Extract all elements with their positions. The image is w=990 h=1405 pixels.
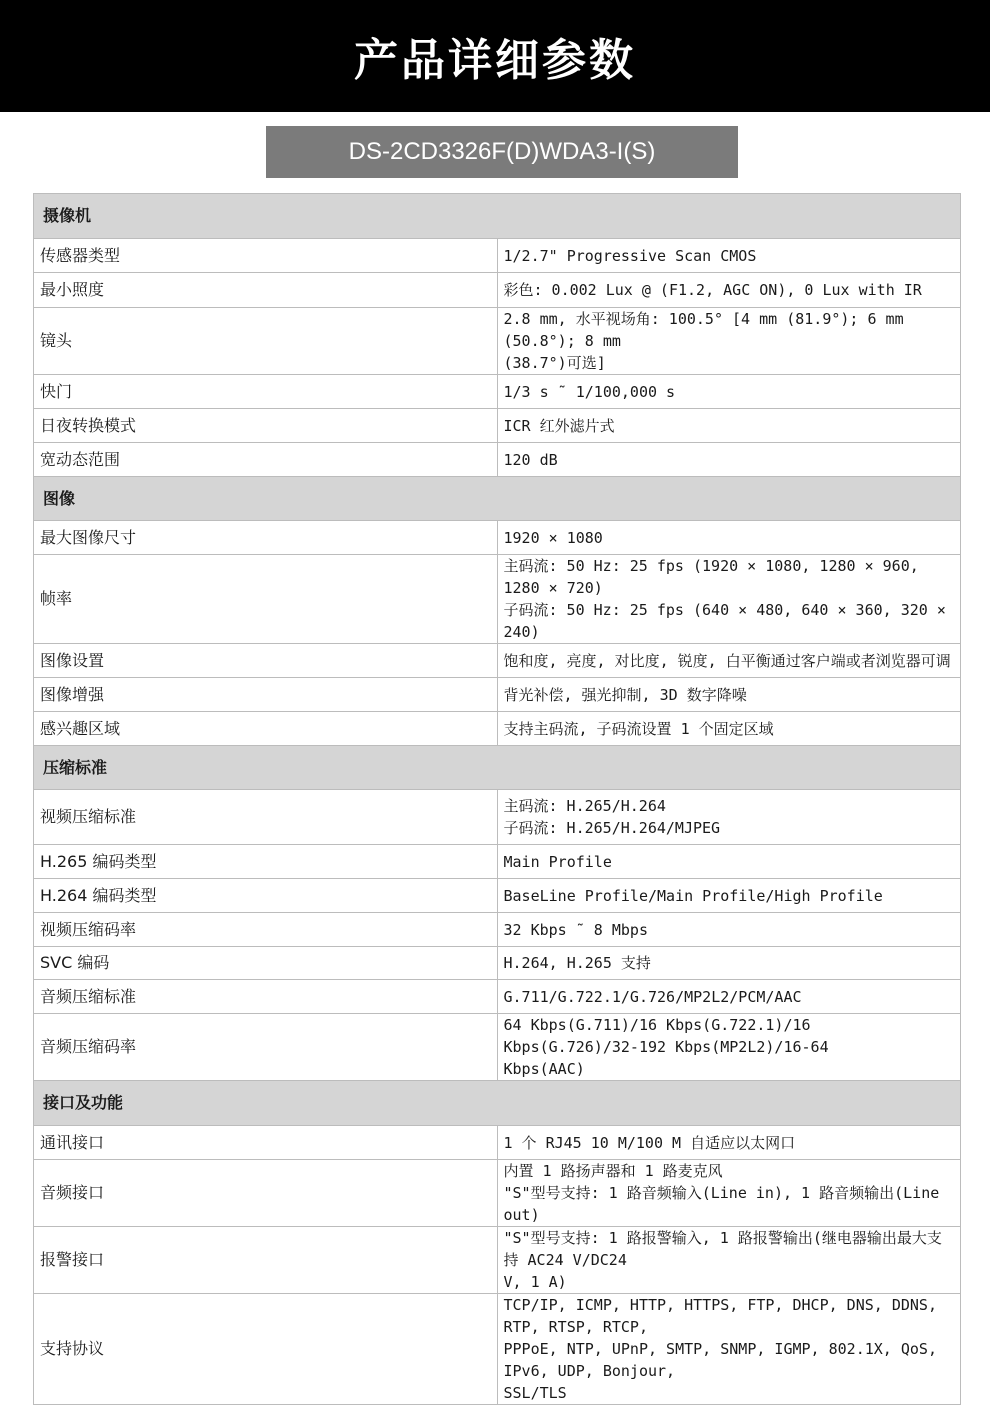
spec-label: 最大图像尺寸 — [34, 521, 498, 555]
spec-label: 图像增强 — [34, 678, 498, 712]
table-row — [34, 845, 961, 879]
spec-value — [497, 1227, 961, 1294]
spec-value — [497, 790, 961, 845]
spec-label: 音频压缩标准 — [34, 980, 498, 1014]
section-title: 压缩标准 — [34, 746, 961, 790]
table-row — [34, 1227, 961, 1294]
spec-value: ICR 红外滤片式 — [497, 409, 961, 443]
spec-label: 图像设置 — [34, 644, 498, 678]
table-row — [34, 1126, 961, 1160]
spec-value-line: V, 1 A) — [503, 1273, 567, 1291]
spec-value — [497, 555, 961, 644]
spec-label: H.264 编码类型 — [34, 879, 498, 913]
model-label — [266, 126, 738, 178]
spec-label: SVC 编码 — [34, 947, 498, 980]
section-header-image — [34, 477, 961, 521]
spec-value-line: 2.8 mm, 水平视场角: 100.5° [4 mm (81.9°); 6 mm (50.8°); 8 mm — [503, 310, 904, 350]
spec-value: 32 Kbps ˜ 8 Mbps — [497, 913, 961, 947]
table-row — [34, 790, 961, 845]
table-row — [34, 273, 961, 308]
spec-value-line: SSL/TLS — [503, 1384, 567, 1402]
section-header-interface — [34, 1081, 961, 1126]
table-row — [34, 678, 961, 712]
section-title: 图像 — [34, 477, 961, 521]
table-row — [34, 1294, 961, 1405]
spec-value: BaseLine Profile/Main Profile/High Profile — [497, 879, 961, 913]
table-row — [34, 980, 961, 1014]
spec-value-line: "S"型号支持: 1 路音频输入(Line in), 1 路音频输出(Line out) — [503, 1184, 940, 1224]
table-row — [34, 409, 961, 443]
spec-label: 视频压缩码率 — [34, 913, 498, 947]
section-title: 接口及功能 — [34, 1081, 961, 1126]
spec-value-line: (38.7°)可选] — [503, 354, 606, 372]
spec-label: 音频接口 — [34, 1160, 498, 1227]
spec-label: 日夜转换模式 — [34, 409, 498, 443]
table-row — [34, 1160, 961, 1227]
spec-value-line: 64 Kbps(G.711)/16 Kbps(G.722.1)/16 Kbps(G.726)/32-192 Kbps(MP2L2)/16-64 — [503, 1016, 829, 1056]
spec-value — [497, 1014, 961, 1081]
table-row — [34, 375, 961, 409]
spec-value: 1920 × 1080 — [497, 521, 961, 555]
spec-value — [497, 1294, 961, 1405]
spec-label: 镜头 — [34, 308, 498, 375]
table-row — [34, 521, 961, 555]
spec-value-line: 子码流: 50 Hz: 25 fps (640 × 480, 640 × 360, 320 × 240) — [503, 601, 946, 641]
spec-value: 1/3 s ˜ 1/100,000 s — [497, 375, 961, 409]
table-row — [34, 644, 961, 678]
spec-label: 支持协议 — [34, 1294, 498, 1405]
spec-label: 最小照度 — [34, 273, 498, 308]
page-title: 产品详细参数 — [354, 35, 636, 86]
spec-value-line: 内置 1 路扬声器和 1 路麦克风 — [503, 1162, 723, 1180]
spec-value-line: 主码流: 50 Hz: 25 fps (1920 × 1080, 1280 × 960, 1280 × 720) — [503, 557, 919, 597]
spec-label: 帧率 — [34, 555, 498, 644]
model-number: DS-2CD3326F(D)WDA3-I(S) — [348, 138, 656, 165]
table-row — [34, 1014, 961, 1081]
table-row — [34, 913, 961, 947]
spec-value: G.711/G.722.1/G.726/MP2L2/PCM/AAC — [497, 980, 961, 1014]
table-row — [34, 308, 961, 375]
spec-label: H.265 编码类型 — [34, 845, 498, 879]
spec-value: 支持主码流, 子码流设置 1 个固定区域 — [497, 712, 961, 746]
spec-value: 120 dB — [497, 443, 961, 477]
page-banner — [0, 0, 990, 112]
spec-value: 1 个 RJ45 10 M/100 M 自适应以太网口 — [497, 1126, 961, 1160]
spec-value: H.264, H.265 支持 — [497, 947, 961, 980]
spec-label: 报警接口 — [34, 1227, 498, 1294]
table-row — [34, 712, 961, 746]
section-header-compression — [34, 746, 961, 790]
table-row — [34, 879, 961, 913]
spec-table — [33, 193, 961, 1405]
spec-value — [497, 1160, 961, 1227]
spec-value-line: TCP/IP, ICMP, HTTP, HTTPS, FTP, DHCP, DNS, DDNS, RTP, RTSP, RTCP, — [503, 1296, 937, 1336]
spec-label: 通讯接口 — [34, 1126, 498, 1160]
spec-label: 音频压缩码率 — [34, 1014, 498, 1081]
spec-value-line: PPPoE, NTP, UPnP, SMTP, SNMP, IGMP, 802.1X, QoS, IPv6, UDP, Bonjour, — [503, 1340, 937, 1380]
table-row — [34, 239, 961, 273]
spec-label: 宽动态范围 — [34, 443, 498, 477]
spec-label: 快门 — [34, 375, 498, 409]
spec-value: 背光补偿, 强光抑制, 3D 数字降噪 — [497, 678, 961, 712]
spec-value-line: Kbps(AAC) — [503, 1060, 585, 1078]
table-row — [34, 947, 961, 980]
section-title: 摄像机 — [34, 194, 961, 239]
spec-value: Main Profile — [497, 845, 961, 879]
section-header-camera — [34, 194, 961, 239]
table-row — [34, 555, 961, 644]
spec-value: 彩色: 0.002 Lux @ (F1.2, AGC ON), 0 Lux with IR — [497, 273, 961, 308]
spec-value: 饱和度, 亮度, 对比度, 锐度, 白平衡通过客户端或者浏览器可调 — [497, 644, 961, 678]
spec-label: 感兴趣区域 — [34, 712, 498, 746]
table-row — [34, 443, 961, 477]
spec-value-line: 子码流: H.265/H.264/MJPEG — [503, 819, 721, 837]
spec-value — [497, 308, 961, 375]
spec-label: 视频压缩标准 — [34, 790, 498, 845]
spec-label: 传感器类型 — [34, 239, 498, 273]
spec-value: 1/2.7" Progressive Scan CMOS — [497, 239, 961, 273]
spec-value-line: "S"型号支持: 1 路报警输入, 1 路报警输出(继电器输出最大支持 AC24 V/DC24 — [503, 1229, 942, 1269]
spec-value-line: 主码流: H.265/H.264 — [503, 797, 666, 815]
